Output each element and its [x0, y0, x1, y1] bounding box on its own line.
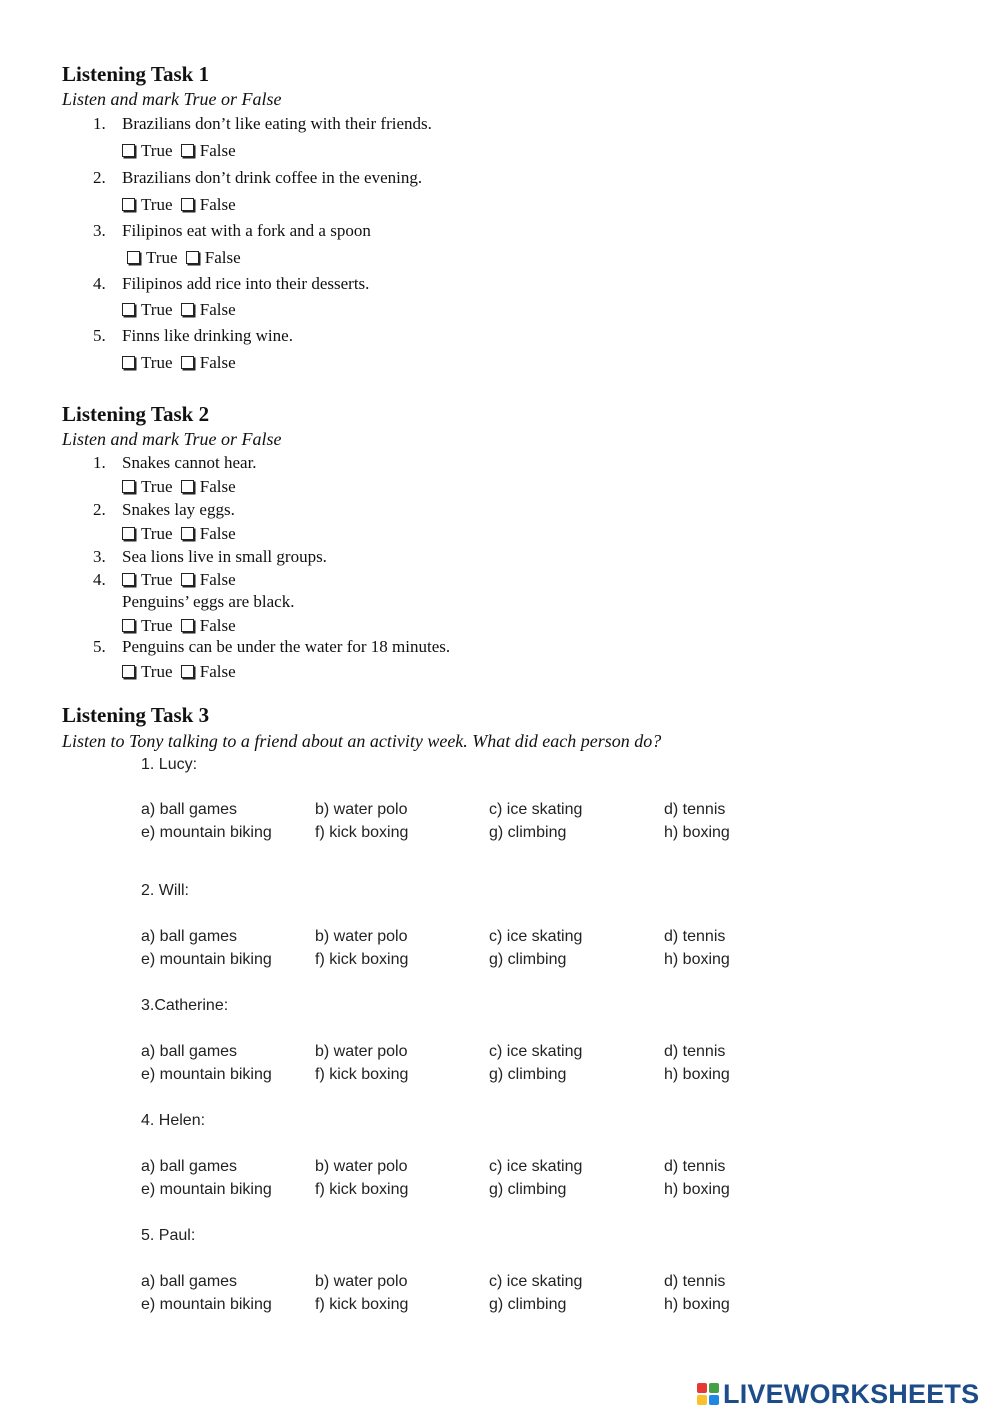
task3-person-4: 4. Helen:: [141, 1112, 206, 1129]
task2-item-2-number: 2.: [93, 500, 106, 519]
liveworksheets-logo-icon: [697, 1383, 719, 1405]
option-h[interactable]: h) boxing: [664, 1066, 730, 1083]
false-checkbox-icon[interactable]: [181, 665, 194, 678]
task1-item-1-text: Brazilians don’t like eating with their friends.: [122, 114, 432, 133]
task1-item-5-number: 5.: [93, 326, 106, 345]
task2-instruction: Listen and mark True or False: [62, 429, 282, 449]
task3-person-2: 2. Will:: [141, 882, 189, 899]
logo-square-green: [709, 1383, 719, 1393]
logo-square-red: [697, 1383, 707, 1393]
false-checkbox-icon[interactable]: [181, 198, 194, 211]
option-g[interactable]: g) climbing: [489, 951, 567, 968]
option-g[interactable]: g) climbing: [489, 1181, 567, 1198]
task1-item-5-choices: True False: [122, 353, 236, 373]
option-f[interactable]: f) kick boxing: [315, 951, 409, 968]
task2-item-3-choices: True False: [122, 570, 236, 590]
option-d[interactable]: d) tennis: [664, 801, 726, 818]
task2-item-4-choices: True False: [122, 616, 236, 636]
option-b[interactable]: b) water polo: [315, 1273, 408, 1290]
task2-item-5-number: 5.: [93, 637, 106, 656]
option-h[interactable]: h) boxing: [664, 1181, 730, 1198]
task1-item-3-number: 3.: [93, 221, 106, 240]
task2-item-3-text: Sea lions live in small groups.: [122, 547, 327, 566]
option-c[interactable]: c) ice skating: [489, 1273, 583, 1290]
option-b[interactable]: b) water polo: [315, 1158, 408, 1175]
logo-square-yellow: [697, 1395, 707, 1405]
option-a[interactable]: a) ball games: [141, 1043, 238, 1060]
option-e[interactable]: e) mountain biking: [141, 1181, 272, 1198]
option-g[interactable]: g) climbing: [489, 1066, 567, 1083]
task1-instruction: Listen and mark True or False: [62, 89, 282, 109]
option-f[interactable]: f) kick boxing: [315, 1181, 409, 1198]
option-e[interactable]: e) mountain biking: [141, 824, 272, 841]
false-checkbox-icon[interactable]: [181, 303, 194, 316]
task2-item-5-text: Penguins can be under the water for 18 minutes.: [122, 637, 451, 656]
task1-item-2-number: 2.: [93, 168, 106, 187]
option-h[interactable]: h) boxing: [664, 824, 730, 841]
task2-item-1-text: Snakes cannot hear.: [122, 453, 257, 472]
true-checkbox-icon[interactable]: [122, 198, 135, 211]
task1-item-1-choices: True False: [122, 141, 236, 161]
task1-item-1-number: 1.: [93, 114, 106, 133]
true-checkbox-icon[interactable]: [122, 665, 135, 678]
option-f[interactable]: f) kick boxing: [315, 1066, 409, 1083]
option-d[interactable]: d) tennis: [664, 1273, 726, 1290]
false-checkbox-icon[interactable]: [181, 356, 194, 369]
task2-item-1-number: 1.: [93, 453, 106, 472]
task2-item-2-choices: True False: [122, 524, 236, 544]
task1-item-3-choices: True False: [127, 248, 241, 268]
option-a[interactable]: a) ball games: [141, 1158, 238, 1175]
task2-item-3-number: 3.: [93, 547, 106, 566]
task2-item-2-text: Snakes lay eggs.: [122, 500, 235, 519]
option-h[interactable]: h) boxing: [664, 951, 730, 968]
true-checkbox-icon[interactable]: [122, 480, 135, 493]
task2-item-4-text: Penguins’ eggs are black.: [122, 592, 295, 611]
task1-item-2-text: Brazilians don’t drink coffee in the evening.: [122, 168, 423, 187]
true-checkbox-icon[interactable]: [122, 573, 135, 586]
task1-title: Listening Task 1: [62, 62, 210, 86]
false-checkbox-icon[interactable]: [181, 480, 194, 493]
true-checkbox-icon[interactable]: [122, 527, 135, 540]
option-c[interactable]: c) ice skating: [489, 1043, 583, 1060]
option-b[interactable]: b) water polo: [315, 928, 408, 945]
option-d[interactable]: d) tennis: [664, 1158, 726, 1175]
option-c[interactable]: c) ice skating: [489, 1158, 583, 1175]
task1-item-2-choices: True False: [122, 195, 236, 215]
option-e[interactable]: e) mountain biking: [141, 951, 272, 968]
option-f[interactable]: f) kick boxing: [315, 824, 409, 841]
liveworksheets-logo[interactable]: [697, 1379, 979, 1409]
false-checkbox-icon[interactable]: [186, 251, 199, 264]
option-g[interactable]: g) climbing: [489, 1296, 567, 1313]
option-c[interactable]: c) ice skating: [489, 801, 583, 818]
option-f[interactable]: f) kick boxing: [315, 1296, 409, 1313]
false-checkbox-icon[interactable]: [181, 144, 194, 157]
true-checkbox-icon[interactable]: [122, 303, 135, 316]
liveworksheets-wordmark: LIVEWORKSHEETS: [723, 1378, 980, 1409]
task3-person-1: 1. Lucy:: [141, 756, 198, 773]
false-checkbox-icon[interactable]: [181, 527, 194, 540]
task2-item-1-choices: True False: [122, 477, 236, 497]
task3-person-5: 5. Paul:: [141, 1227, 196, 1244]
option-a[interactable]: a) ball games: [141, 1273, 238, 1290]
true-checkbox-icon[interactable]: [122, 356, 135, 369]
option-d[interactable]: d) tennis: [664, 928, 726, 945]
option-c[interactable]: c) ice skating: [489, 928, 583, 945]
task1-item-5-text: Finns like drinking wine.: [122, 326, 293, 345]
false-checkbox-icon[interactable]: [181, 573, 194, 586]
task3-instruction: Listen to Tony talking to a friend about an activity week. What did each person do?: [62, 731, 662, 751]
option-e[interactable]: e) mountain biking: [141, 1066, 272, 1083]
false-checkbox-icon[interactable]: [181, 619, 194, 632]
true-checkbox-icon[interactable]: [122, 619, 135, 632]
option-e[interactable]: e) mountain biking: [141, 1296, 272, 1313]
logo-square-blue: [709, 1395, 719, 1405]
task1-item-4-number: 4.: [93, 274, 106, 293]
option-g[interactable]: g) climbing: [489, 824, 567, 841]
option-a[interactable]: a) ball games: [141, 928, 238, 945]
task3-person-3: 3.Catherine:: [141, 997, 229, 1014]
option-h[interactable]: h) boxing: [664, 1296, 730, 1313]
option-b[interactable]: b) water polo: [315, 801, 408, 818]
task1-item-4-choices: True False: [122, 300, 236, 320]
true-checkbox-icon[interactable]: [127, 251, 140, 264]
option-d[interactable]: d) tennis: [664, 1043, 726, 1060]
task2-item-4-number: 4.: [93, 570, 106, 589]
task1-item-4-text: Filipinos add rice into their desserts.: [122, 274, 370, 293]
true-checkbox-icon[interactable]: [122, 144, 135, 157]
option-b[interactable]: b) water polo: [315, 1043, 408, 1060]
task2-title: Listening Task 2: [62, 402, 210, 426]
task2-item-5-choices: True False: [122, 662, 236, 682]
task3-title: Listening Task 3: [62, 703, 210, 727]
option-a[interactable]: a) ball games: [141, 801, 238, 818]
task1-item-3-text: Filipinos eat with a fork and a spoon: [122, 221, 371, 240]
